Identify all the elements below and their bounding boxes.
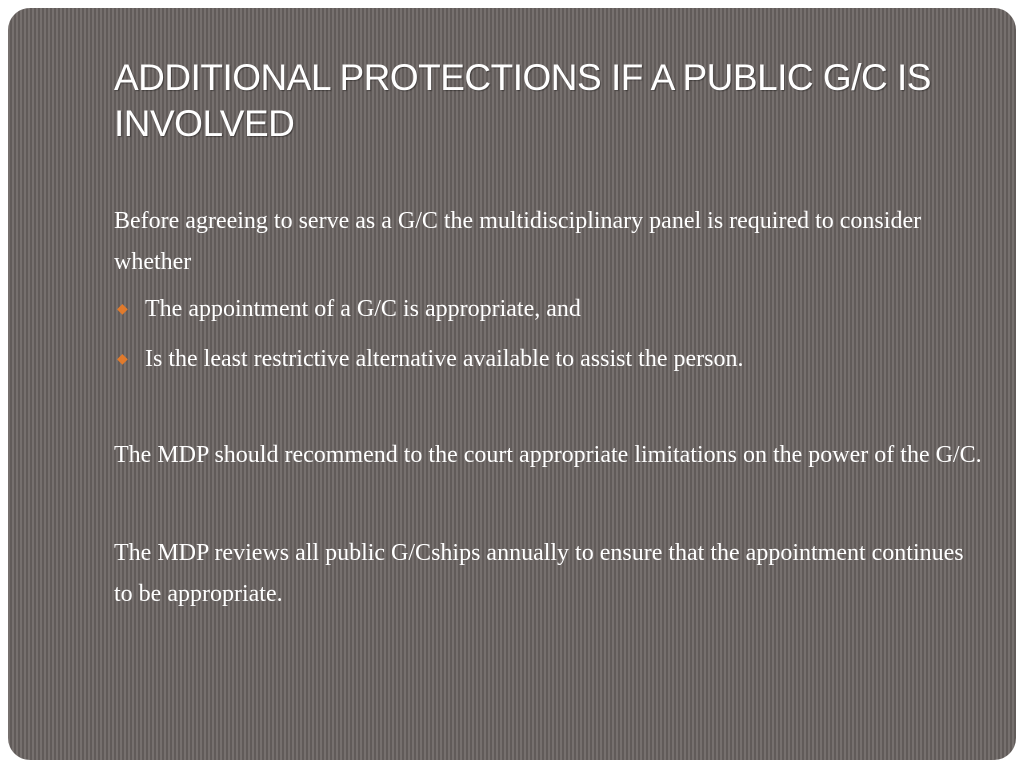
bullet-icon: ◆ (117, 301, 128, 317)
review-paragraph: The MDP reviews all public G/Cships annually to ensure that the appointment continues to be appropriate. (114, 540, 964, 607)
bullet-item (114, 339, 984, 380)
bullet-item (114, 289, 984, 330)
bullet-text: The appointment of a G/C is appropriate, and (145, 296, 581, 322)
bullet-list (114, 289, 984, 380)
slide-body (114, 201, 984, 615)
bullet-text: Is the least restrictive alternative available to assist the person. (145, 346, 744, 372)
slide (8, 8, 1016, 760)
bullet-icon: ◆ (117, 351, 128, 367)
slide-title: ADDITIONAL PROTECTIONS IF A PUBLIC G/C IS INVOLVED (114, 57, 931, 144)
recommendation-paragraph: The MDP should recommend to the court appropriate limitations on the power of the G/C. (114, 442, 982, 468)
paragraph-spacer (114, 476, 984, 533)
intro-paragraph: Before agreeing to serve as a G/C the multidisciplinary panel is required to consider whether (114, 208, 922, 275)
paragraph-spacer (114, 389, 984, 435)
